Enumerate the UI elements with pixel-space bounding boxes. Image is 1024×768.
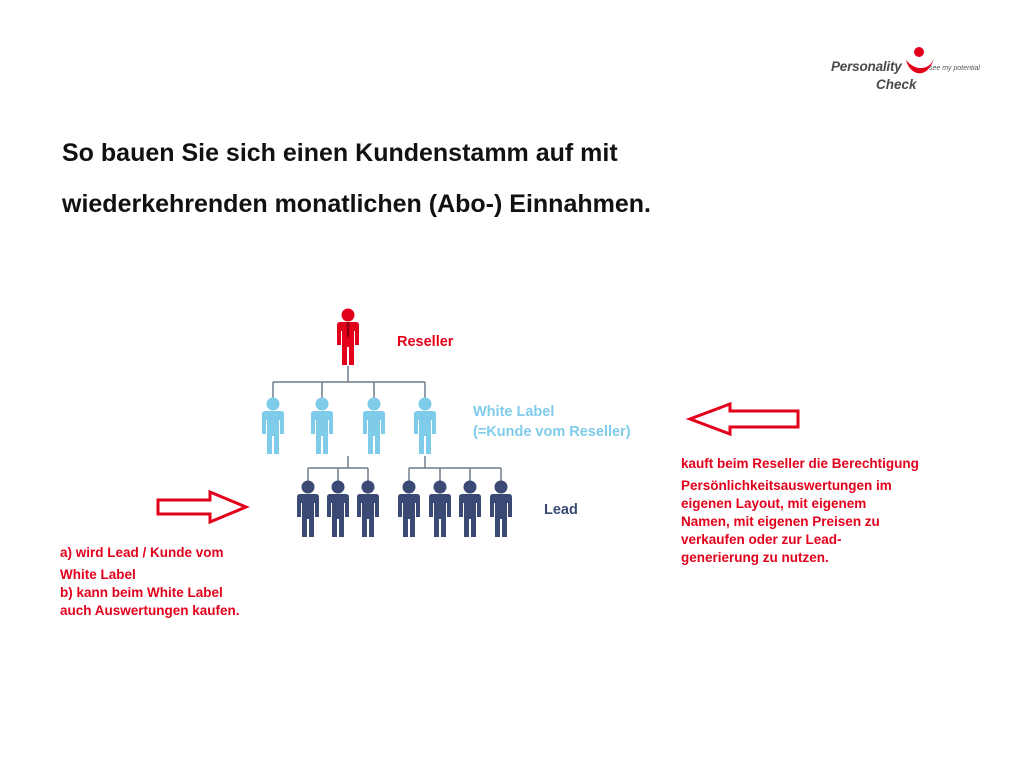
left-note bbox=[60, 544, 240, 620]
left-note-line-2: White Label bbox=[60, 567, 136, 582]
lead-person-icon bbox=[429, 481, 451, 538]
lead-person-icon bbox=[357, 481, 379, 538]
personality-check-logo bbox=[828, 46, 988, 96]
white-label-person-icon bbox=[414, 398, 436, 455]
white-label-person-icon bbox=[363, 398, 385, 455]
right-note bbox=[681, 455, 919, 567]
lead-person-icon bbox=[297, 481, 319, 538]
logo-tagline: see my potential bbox=[929, 65, 980, 72]
white-label-label-line-1: White Label bbox=[473, 404, 555, 420]
logo-name-line2: Check bbox=[876, 77, 917, 92]
white-label-person-icon bbox=[311, 398, 333, 455]
left-note-line-4: auch Auswertungen kaufen. bbox=[60, 603, 240, 618]
title-line-1: So bauen Sie sich einen Kundenstamm auf mit bbox=[62, 139, 618, 167]
white-label-label bbox=[473, 402, 631, 442]
white-label-person-icon bbox=[262, 398, 284, 455]
logo-swoosh-icon bbox=[906, 46, 936, 80]
right-note-line-3: eigenen Layout, mit eigenem bbox=[681, 496, 867, 511]
lead-person-icon bbox=[459, 481, 481, 538]
lead-person-icon bbox=[490, 481, 512, 538]
white-label-label-line-2: (=Kunde vom Reseller) bbox=[473, 424, 631, 440]
logo-name: Personality bbox=[831, 59, 902, 74]
left-note-line-3: b) kann beim White Label bbox=[60, 585, 223, 600]
title-line-2: wiederkehrenden monatlichen (Abo-) Einnahmen. bbox=[62, 190, 651, 218]
left-note-line-1: a) wird Lead / Kunde vom bbox=[60, 545, 224, 560]
reseller-label: Reseller bbox=[397, 334, 454, 350]
reseller-person-icon bbox=[337, 309, 359, 366]
right-note-line-5: verkaufen oder zur Lead- bbox=[681, 532, 842, 547]
right-note-line-4: Namen, mit eigenen Preisen zu bbox=[681, 514, 880, 529]
right-note-line-1: kauft beim Reseller die Berechtigung bbox=[681, 456, 919, 471]
lead-person-icon bbox=[327, 481, 349, 538]
slide-title bbox=[62, 128, 822, 230]
lead-person-icon bbox=[398, 481, 420, 538]
right-note-line-2: Persönlichkeitsauswertungen im bbox=[681, 478, 892, 493]
right-arrow-icon bbox=[156, 490, 250, 524]
connector-lines bbox=[273, 366, 501, 484]
right-note-line-6: generierung zu nutzen. bbox=[681, 550, 829, 565]
left-arrow-icon bbox=[686, 402, 802, 436]
lead-label: Lead bbox=[544, 502, 578, 518]
